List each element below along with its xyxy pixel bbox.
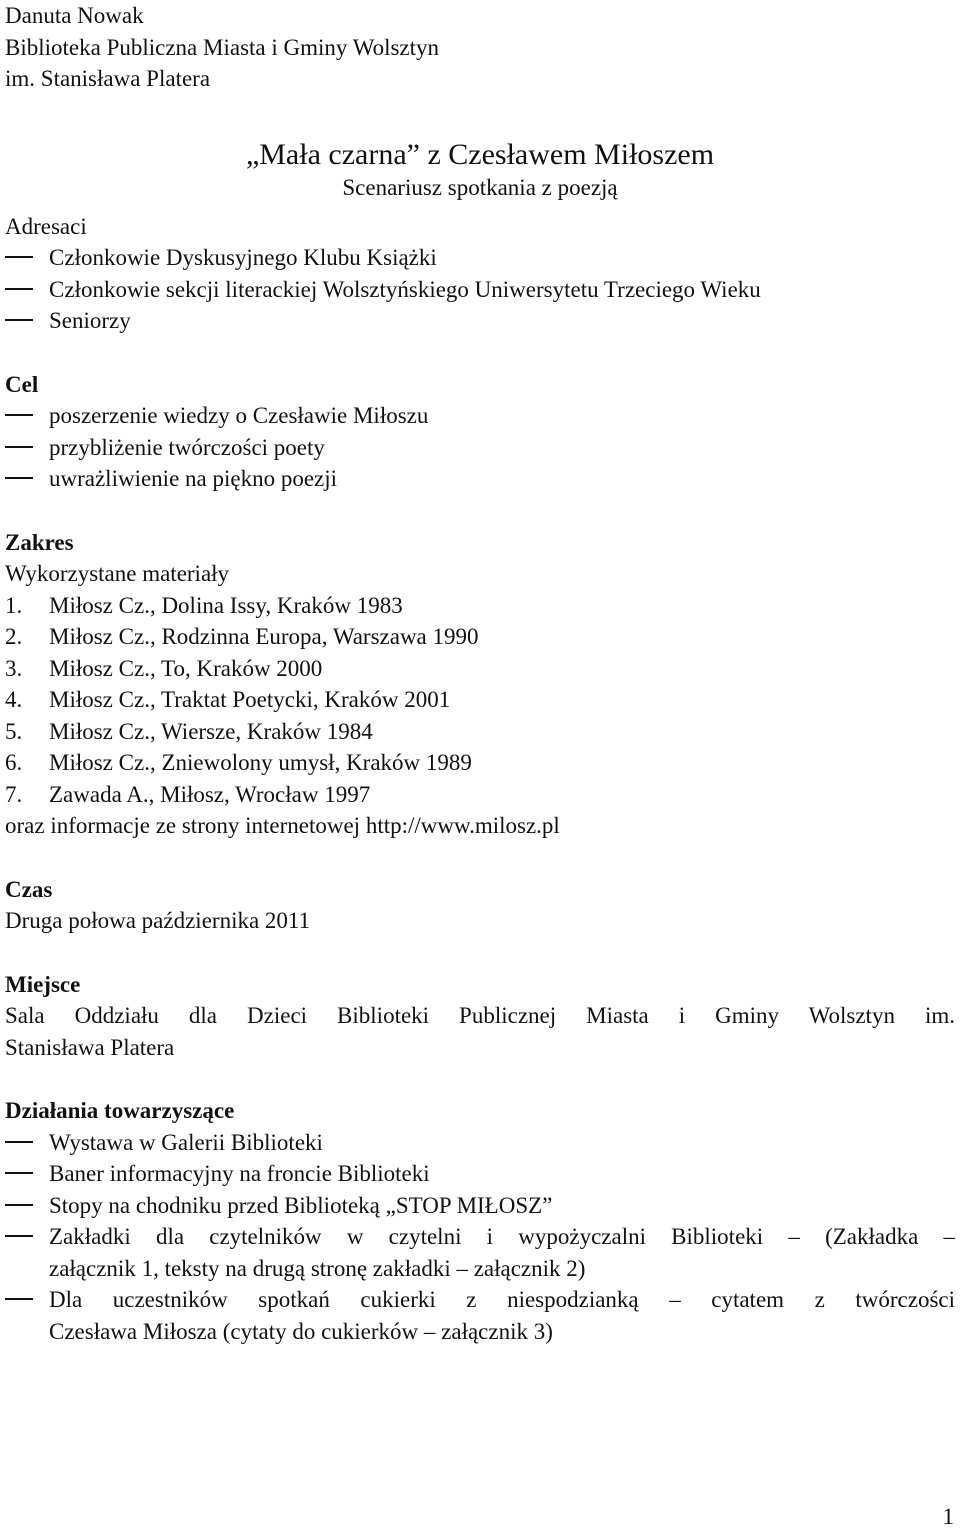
dash-bullet-icon bbox=[5, 1141, 33, 1143]
dash-bullet-icon bbox=[5, 288, 33, 290]
list-item-text: Baner informacyjny na froncie Biblioteki bbox=[49, 1161, 430, 1186]
section-czas bbox=[5, 874, 955, 937]
page-number: 1 bbox=[942, 1504, 954, 1529]
list-item bbox=[5, 274, 955, 306]
title-block bbox=[5, 137, 955, 203]
list-item-text: uwrażliwienie na piękno poezji bbox=[49, 466, 338, 491]
list-item bbox=[5, 716, 955, 748]
list-item bbox=[5, 1158, 955, 1190]
list-item-number: 1. bbox=[5, 592, 23, 618]
document-header bbox=[5, 0, 955, 95]
list-item bbox=[5, 779, 955, 811]
list-item bbox=[5, 1127, 955, 1159]
list-item-text: Miłosz Cz., Rodzinna Europa, Warszawa 1990 bbox=[49, 624, 479, 649]
dash-bullet-icon bbox=[5, 256, 33, 258]
list-item-text-line-2: załącznik 1, teksty na drugą stronę zakładki – załącznik 2) bbox=[49, 1255, 586, 1281]
list-item-text: przybliżenie twórczości poety bbox=[49, 434, 325, 460]
list-item bbox=[5, 242, 955, 274]
czas-text: Druga połowa października 2011 bbox=[5, 908, 311, 933]
list-item-text: Seniorzy bbox=[49, 308, 131, 333]
author-name: Danuta Nowak bbox=[5, 3, 144, 28]
section-heading-czas: Czas bbox=[5, 876, 53, 902]
list-item bbox=[5, 432, 955, 464]
list-item-text: Miłosz Cz., To, Kraków 2000 bbox=[49, 655, 323, 681]
list-item bbox=[5, 463, 955, 495]
document-title: „Mała czarna” z Czesławem Miłoszem bbox=[245, 137, 715, 171]
section-adresaci bbox=[5, 211, 955, 337]
list-item bbox=[5, 684, 955, 716]
materials-footer: oraz informacje ze strony internetowej http://www.milosz.pl bbox=[5, 813, 560, 838]
list-item bbox=[5, 747, 955, 779]
document-subtitle: Scenariusz spotkania z poezją bbox=[342, 174, 618, 200]
dash-bullet-icon bbox=[5, 1235, 33, 1237]
list-item-number: 3. bbox=[5, 655, 23, 681]
list-item bbox=[5, 1221, 955, 1284]
adresaci-list bbox=[5, 242, 955, 337]
dash-bullet-icon bbox=[5, 1204, 33, 1206]
section-heading-cel: Cel bbox=[5, 371, 39, 397]
list-item bbox=[5, 590, 955, 622]
list-item-number: 5. bbox=[5, 718, 23, 744]
institution-line-2: im. Stanisława Platera bbox=[5, 66, 211, 91]
miejsce-line-1: Sala Oddziału dla Dzieci Biblioteki Publicznej Miasta i Gminy Wolsztyn im. bbox=[5, 1003, 955, 1028]
section-heading-zakres: Zakres bbox=[5, 529, 74, 555]
list-item-text: Miłosz Cz., Zniewolony umysł, Kraków 1989 bbox=[49, 750, 472, 775]
list-item-text: Stopy na chodniku przed Biblioteką „STOP MIŁOSZ” bbox=[49, 1192, 553, 1218]
dash-bullet-icon bbox=[5, 446, 33, 448]
materials-list bbox=[5, 590, 955, 811]
list-item-number: 2. bbox=[5, 624, 23, 649]
list-item-text-line-1: Zakładki dla czytelników w czytelni i wypożyczalni Biblioteki – (Zakładka – bbox=[49, 1224, 955, 1249]
section-heading-dzialania: Działania towarzyszące bbox=[5, 1098, 235, 1123]
section-cel bbox=[5, 369, 955, 495]
dzialania-list bbox=[5, 1127, 955, 1348]
dash-bullet-icon bbox=[5, 477, 33, 479]
list-item-text-line-1: Dla uczestników spotkań cukierki z niespodzianką – cytatem z twórczości bbox=[49, 1287, 955, 1312]
dash-bullet-icon bbox=[5, 414, 33, 416]
list-item-text: poszerzenie wiedzy o Czesławie Miłoszu bbox=[49, 403, 429, 428]
list-item bbox=[5, 621, 955, 653]
section-heading-adresaci: Adresaci bbox=[5, 213, 87, 239]
dash-bullet-icon bbox=[5, 1172, 33, 1174]
list-item bbox=[5, 653, 955, 685]
list-item-text: Zawada A., Miłosz, Wrocław 1997 bbox=[49, 781, 371, 807]
dash-bullet-icon bbox=[5, 1298, 33, 1300]
document-page bbox=[5, 0, 955, 1347]
miejsce-line-2: Stanisława Platera bbox=[5, 1034, 175, 1060]
list-item-text: Wystawa w Galerii Biblioteki bbox=[49, 1129, 323, 1155]
list-item-text: Członkowie sekcji literackiej Wolsztyńskiego Uniwersytetu Trzeciego Wieku bbox=[49, 276, 761, 302]
list-item-number: 4. bbox=[5, 687, 23, 712]
list-item bbox=[5, 1190, 955, 1222]
institution-line-1: Biblioteka Publiczna Miasta i Gminy Wolsztyn bbox=[5, 34, 440, 60]
cel-list bbox=[5, 400, 955, 495]
list-item bbox=[5, 400, 955, 432]
list-item-text: Miłosz Cz., Wiersze, Kraków 1984 bbox=[49, 718, 373, 744]
list-item-number: 7. bbox=[5, 781, 23, 807]
list-item-text-line-2: Czesława Miłosza (cytaty do cukierków – załącznik 3) bbox=[49, 1318, 553, 1344]
list-item bbox=[5, 305, 955, 337]
list-item-number: 6. bbox=[5, 750, 23, 775]
list-item-text: Miłosz Cz., Traktat Poetycki, Kraków 2001 bbox=[49, 687, 451, 712]
list-item-text: Członkowie Dyskusyjnego Klubu Książki bbox=[49, 245, 437, 270]
list-item bbox=[5, 1284, 955, 1347]
section-dzialania bbox=[5, 1095, 955, 1347]
materials-intro: Wykorzystane materiały bbox=[5, 561, 230, 586]
section-zakres bbox=[5, 527, 955, 842]
section-miejsce bbox=[5, 969, 955, 1064]
dash-bullet-icon bbox=[5, 319, 33, 321]
section-heading-miejsce: Miejsce bbox=[5, 971, 81, 997]
list-item-text: Miłosz Cz., Dolina Issy, Kraków 1983 bbox=[49, 592, 403, 618]
